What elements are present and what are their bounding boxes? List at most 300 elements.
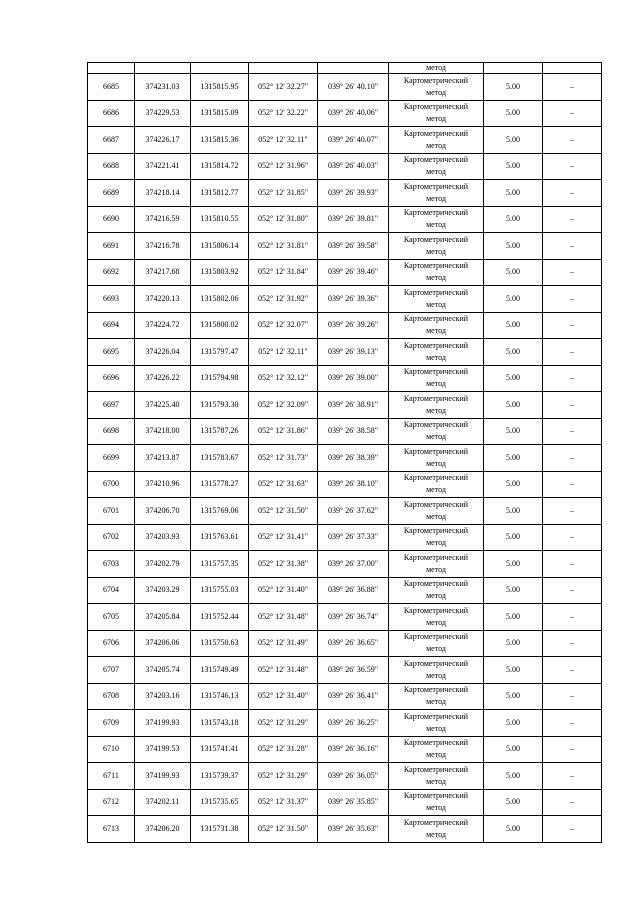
method-line2: метод bbox=[426, 644, 446, 654]
cell-x: 374199.53 bbox=[135, 736, 191, 763]
table-row bbox=[88, 657, 602, 684]
method-line1: Картометрический bbox=[403, 128, 469, 138]
cell-note: – bbox=[543, 74, 602, 101]
cell-method bbox=[389, 445, 484, 472]
method-line2: метод bbox=[426, 167, 446, 177]
cell-note: – bbox=[543, 471, 602, 498]
method-line1: Картометрический bbox=[403, 446, 469, 456]
cell-note: – bbox=[543, 816, 602, 843]
method-line1: Картометрический bbox=[403, 791, 469, 801]
cell-lon: 039° 26' 36.16" bbox=[318, 736, 389, 763]
cell-note: – bbox=[543, 418, 602, 445]
table-row bbox=[88, 551, 602, 578]
cell-x: 374221.41 bbox=[135, 153, 191, 180]
cell-lon: 039° 26' 39.13" bbox=[318, 339, 389, 366]
cell-method bbox=[389, 524, 484, 551]
cell-accuracy: 5.00 bbox=[484, 74, 543, 101]
cell-y: 1315763.61 bbox=[191, 524, 249, 551]
cell-accuracy: 5.00 bbox=[484, 551, 543, 578]
cell-accuracy: 5.00 bbox=[484, 365, 543, 392]
cell-lat: 052° 12' 31.41" bbox=[249, 524, 318, 551]
cell-accuracy: 5.00 bbox=[484, 524, 543, 551]
table-row bbox=[88, 577, 602, 604]
cell-lat: 052° 12' 31.29" bbox=[249, 763, 318, 790]
cell-lat bbox=[249, 63, 318, 74]
cell-x: 374218.14 bbox=[135, 180, 191, 207]
cell-x: 374224.72 bbox=[135, 312, 191, 339]
cell-point: 6710 bbox=[88, 736, 135, 763]
cell-lat: 052° 12' 31.92" bbox=[249, 286, 318, 313]
cell-accuracy: 5.00 bbox=[484, 816, 543, 843]
cell-lat: 052° 12' 31.40" bbox=[249, 577, 318, 604]
table-row bbox=[88, 683, 602, 710]
cell-lat: 052° 12' 31.48" bbox=[249, 657, 318, 684]
cell-lon: 039° 26' 36.88" bbox=[318, 577, 389, 604]
table-row bbox=[88, 312, 602, 339]
cell-accuracy: 5.00 bbox=[484, 763, 543, 790]
cell-method bbox=[389, 577, 484, 604]
cell-method bbox=[389, 180, 484, 207]
cell-point: 6695 bbox=[88, 339, 135, 366]
table-row bbox=[88, 180, 602, 207]
cell-lon: 039° 26' 36.59" bbox=[318, 657, 389, 684]
method-line2: метод bbox=[426, 485, 446, 495]
table-row bbox=[88, 339, 602, 366]
cell-lat: 052° 12' 31.38" bbox=[249, 551, 318, 578]
cell-accuracy: 5.00 bbox=[484, 498, 543, 525]
coordinates-table bbox=[87, 62, 602, 843]
cell-point: 6696 bbox=[88, 365, 135, 392]
cell-accuracy: 5.00 bbox=[484, 153, 543, 180]
cell-y: 1315731.38 bbox=[191, 816, 249, 843]
cell-lon: 039° 26' 38.91" bbox=[318, 392, 389, 419]
cell-lat: 052° 12' 31.86" bbox=[249, 418, 318, 445]
cell-x: 374217.68 bbox=[135, 259, 191, 286]
method-line1: Картометрический bbox=[403, 181, 469, 191]
cell-method bbox=[389, 127, 484, 154]
method-line1: Картометрический bbox=[403, 473, 469, 483]
cell-point: 6698 bbox=[88, 418, 135, 445]
cell-lat: 052° 12' 32.22" bbox=[249, 100, 318, 127]
cell-y: 1315802.06 bbox=[191, 286, 249, 313]
table-row bbox=[88, 206, 602, 233]
table-row bbox=[88, 74, 602, 101]
method-line1: Картометрический bbox=[403, 314, 469, 324]
table-row bbox=[88, 153, 602, 180]
cell-note: – bbox=[543, 524, 602, 551]
cell-lon: 039° 26' 36.65" bbox=[318, 630, 389, 657]
cell-method bbox=[389, 286, 484, 313]
table-row bbox=[88, 392, 602, 419]
cell-lon: 039° 26' 38.58" bbox=[318, 418, 389, 445]
method-line1: Картометрический bbox=[403, 685, 469, 695]
cell-lon: 039° 26' 38.39" bbox=[318, 445, 389, 472]
method-line1: Картометрический bbox=[403, 367, 469, 377]
cell-y: 1315743.18 bbox=[191, 710, 249, 737]
cell-note: – bbox=[543, 445, 602, 472]
method-line1: Картометрический bbox=[403, 287, 469, 297]
cell-point: 6708 bbox=[88, 683, 135, 710]
cell-accuracy: 5.00 bbox=[484, 206, 543, 233]
cell-accuracy: 5.00 bbox=[484, 471, 543, 498]
cell-accuracy bbox=[484, 63, 543, 74]
cell-lon: 039° 26' 36.05" bbox=[318, 763, 389, 790]
cell-note: – bbox=[543, 100, 602, 127]
cell-accuracy: 5.00 bbox=[484, 259, 543, 286]
cell-x: 374199.93 bbox=[135, 763, 191, 790]
cell-y: 1315741.41 bbox=[191, 736, 249, 763]
cell-lat: 052° 12' 31.63" bbox=[249, 471, 318, 498]
cell-x: 374231.03 bbox=[135, 74, 191, 101]
method-line1: Картометрический bbox=[403, 420, 469, 430]
cell-x: 374205.74 bbox=[135, 657, 191, 684]
cell-lon: 039° 26' 36.25" bbox=[318, 710, 389, 737]
cell-y: 1315810.55 bbox=[191, 206, 249, 233]
cell-accuracy: 5.00 bbox=[484, 445, 543, 472]
cell-accuracy: 5.00 bbox=[484, 312, 543, 339]
method-line2: метод bbox=[426, 326, 446, 336]
cell-y: 1315803.92 bbox=[191, 259, 249, 286]
cell-accuracy: 5.00 bbox=[484, 233, 543, 260]
cell-y: 1315793.30 bbox=[191, 392, 249, 419]
cell-accuracy: 5.00 bbox=[484, 127, 543, 154]
table-row bbox=[88, 763, 602, 790]
method-line2: метод bbox=[426, 432, 446, 442]
cell-point: 6701 bbox=[88, 498, 135, 525]
cell-x: 374199.93 bbox=[135, 710, 191, 737]
method-line1: Картометрический bbox=[403, 658, 469, 668]
method-line2: метод bbox=[426, 220, 446, 230]
method-line1: Картометрический bbox=[403, 102, 469, 112]
method-line2: метод bbox=[426, 114, 446, 124]
cell-method bbox=[389, 551, 484, 578]
cell-lon: 039° 26' 38.10" bbox=[318, 471, 389, 498]
cell-note: – bbox=[543, 392, 602, 419]
method-line1: Картометрический bbox=[403, 155, 469, 165]
cell-accuracy: 5.00 bbox=[484, 710, 543, 737]
method-line2: метод bbox=[426, 511, 446, 521]
cell-x: 374206.06 bbox=[135, 630, 191, 657]
cell-point: 6707 bbox=[88, 657, 135, 684]
cell-x: 374202.11 bbox=[135, 789, 191, 816]
cell-note: – bbox=[543, 206, 602, 233]
cell-method bbox=[389, 471, 484, 498]
cell-note: – bbox=[543, 604, 602, 631]
cell-lon: 039° 26' 39.81" bbox=[318, 206, 389, 233]
cell-x bbox=[135, 63, 191, 74]
cell-lat: 052° 12' 31.29" bbox=[249, 710, 318, 737]
cell-method bbox=[389, 74, 484, 101]
cell-x: 374220.13 bbox=[135, 286, 191, 313]
cell-method bbox=[389, 100, 484, 127]
cell-method bbox=[389, 153, 484, 180]
cell-lon: 039° 26' 39.36" bbox=[318, 286, 389, 313]
table-row bbox=[88, 498, 602, 525]
table-row bbox=[88, 789, 602, 816]
method-line1: Картометрический bbox=[403, 711, 469, 721]
cell-lat: 052° 12' 31.85" bbox=[249, 180, 318, 207]
cell-x: 374203.29 bbox=[135, 577, 191, 604]
cell-lon: 039° 26' 40.06" bbox=[318, 100, 389, 127]
cell-note: – bbox=[543, 710, 602, 737]
method-line1: Картометрический bbox=[403, 499, 469, 509]
method-line1: Картометрический bbox=[403, 261, 469, 271]
cell-y: 1315755.03 bbox=[191, 577, 249, 604]
cell-point: 6705 bbox=[88, 604, 135, 631]
cell-note: – bbox=[543, 286, 602, 313]
table-row bbox=[88, 524, 602, 551]
method-line1: Картометрический bbox=[403, 552, 469, 562]
cell-accuracy: 5.00 bbox=[484, 418, 543, 445]
cell-point: 6691 bbox=[88, 233, 135, 260]
cell-y: 1315739.37 bbox=[191, 763, 249, 790]
table-row bbox=[88, 630, 602, 657]
cell-y: 1315749.49 bbox=[191, 657, 249, 684]
cell-y: 1315778.27 bbox=[191, 471, 249, 498]
method-line1: Картометрический bbox=[403, 393, 469, 403]
method-line1: Картометрический bbox=[403, 632, 469, 642]
cell-point: 6697 bbox=[88, 392, 135, 419]
table-row bbox=[88, 127, 602, 154]
cell-note: – bbox=[543, 365, 602, 392]
method-line1: Картометрический bbox=[403, 340, 469, 350]
cell-y: 1315814.72 bbox=[191, 153, 249, 180]
table-row bbox=[88, 365, 602, 392]
method-line2: метод bbox=[426, 193, 446, 203]
cell-y: 1315750.63 bbox=[191, 630, 249, 657]
cell-method bbox=[389, 392, 484, 419]
method-line2: метод bbox=[426, 723, 446, 733]
cell-lon: 039° 26' 39.58" bbox=[318, 233, 389, 260]
cell-point: 6711 bbox=[88, 763, 135, 790]
table-row bbox=[88, 418, 602, 445]
cell-lon: 039° 26' 37.62" bbox=[318, 498, 389, 525]
cell-x: 374203.93 bbox=[135, 524, 191, 551]
cell-x: 374229.53 bbox=[135, 100, 191, 127]
cell-method bbox=[389, 365, 484, 392]
cell-point: 6689 bbox=[88, 180, 135, 207]
cell-note: – bbox=[543, 657, 602, 684]
cell-x: 374206.70 bbox=[135, 498, 191, 525]
cell-point: 6706 bbox=[88, 630, 135, 657]
cell-lat: 052° 12' 31.37" bbox=[249, 789, 318, 816]
method-line2: метод bbox=[426, 458, 446, 468]
cell-method bbox=[389, 630, 484, 657]
cell-lon: 039° 26' 39.93" bbox=[318, 180, 389, 207]
method-line2: метод bbox=[426, 776, 446, 786]
table-row bbox=[88, 100, 602, 127]
cell-point: 6699 bbox=[88, 445, 135, 472]
cell-note: – bbox=[543, 259, 602, 286]
method-line1: Картометрический bbox=[403, 234, 469, 244]
method-line1: Картометрический bbox=[403, 817, 469, 827]
cell-y: 1315769.06 bbox=[191, 498, 249, 525]
cell-accuracy: 5.00 bbox=[484, 789, 543, 816]
cell-point: 6713 bbox=[88, 816, 135, 843]
cell-method bbox=[389, 233, 484, 260]
method-line2: метод bbox=[426, 750, 446, 760]
continued-row bbox=[88, 63, 602, 74]
cell-y: 1315815.09 bbox=[191, 100, 249, 127]
cell-y: 1315752.44 bbox=[191, 604, 249, 631]
cell-point: 6688 bbox=[88, 153, 135, 180]
cell-note: – bbox=[543, 736, 602, 763]
cell-method bbox=[389, 339, 484, 366]
cell-point: 6690 bbox=[88, 206, 135, 233]
cell-y: 1315800.02 bbox=[191, 312, 249, 339]
cell-note: – bbox=[543, 577, 602, 604]
cell-lon: 039° 26' 35.63" bbox=[318, 816, 389, 843]
cell-accuracy: 5.00 bbox=[484, 286, 543, 313]
cell-x: 374218.00 bbox=[135, 418, 191, 445]
cell-lon: 039° 26' 37.00" bbox=[318, 551, 389, 578]
cell-note: – bbox=[543, 683, 602, 710]
cell-note: – bbox=[543, 339, 602, 366]
cell-accuracy: 5.00 bbox=[484, 392, 543, 419]
cell-accuracy: 5.00 bbox=[484, 100, 543, 127]
cell-accuracy: 5.00 bbox=[484, 180, 543, 207]
cell-point: 6694 bbox=[88, 312, 135, 339]
cell-lat: 052° 12' 31.84" bbox=[249, 259, 318, 286]
cell-accuracy: 5.00 bbox=[484, 339, 543, 366]
cell-y: 1315812.77 bbox=[191, 180, 249, 207]
method-line2: метод bbox=[426, 591, 446, 601]
cell-point: 6692 bbox=[88, 259, 135, 286]
cell-method bbox=[389, 498, 484, 525]
cell-method bbox=[389, 604, 484, 631]
cell-method bbox=[389, 736, 484, 763]
cell-note: – bbox=[543, 551, 602, 578]
cell-lat: 052° 12' 32.27" bbox=[249, 74, 318, 101]
cell-y: 1315794.98 bbox=[191, 365, 249, 392]
table-row bbox=[88, 445, 602, 472]
cell-lat: 052° 12' 31.73" bbox=[249, 445, 318, 472]
cell-x: 374216.78 bbox=[135, 233, 191, 260]
cell-x: 374213.87 bbox=[135, 445, 191, 472]
cell-lon: 039° 26' 40.03" bbox=[318, 153, 389, 180]
table-row bbox=[88, 710, 602, 737]
cell-point bbox=[88, 63, 135, 74]
cell-y: 1315757.35 bbox=[191, 551, 249, 578]
cell-lat: 052° 12' 32.07" bbox=[249, 312, 318, 339]
cell-lat: 052° 12' 31.50" bbox=[249, 498, 318, 525]
cell-point: 6693 bbox=[88, 286, 135, 313]
cell-method bbox=[389, 816, 484, 843]
cell-note: – bbox=[543, 789, 602, 816]
cell-method bbox=[389, 763, 484, 790]
cell-x: 374210.96 bbox=[135, 471, 191, 498]
cell-lat: 052° 12' 32.11" bbox=[249, 339, 318, 366]
cell-lon: 039° 26' 36.74" bbox=[318, 604, 389, 631]
cell-lat: 052° 12' 32.09" bbox=[249, 392, 318, 419]
cell-lon: 039° 26' 35.85" bbox=[318, 789, 389, 816]
cell-y: 1315797.47 bbox=[191, 339, 249, 366]
cell-point: 6700 bbox=[88, 471, 135, 498]
cell-lat: 052° 12' 31.80" bbox=[249, 206, 318, 233]
method-line2: метод bbox=[426, 803, 446, 813]
table-row bbox=[88, 816, 602, 843]
cell-accuracy: 5.00 bbox=[484, 657, 543, 684]
cell-x: 374226.22 bbox=[135, 365, 191, 392]
method-line2: метод bbox=[426, 352, 446, 362]
method-line1: Картометрический bbox=[403, 738, 469, 748]
cell-lat: 052° 12' 32.12" bbox=[249, 365, 318, 392]
cell-lon: 039° 26' 39.26" bbox=[318, 312, 389, 339]
cell-point: 6712 bbox=[88, 789, 135, 816]
cell-note bbox=[543, 63, 602, 74]
cell-accuracy: 5.00 bbox=[484, 736, 543, 763]
cell-lat: 052° 12' 31.48" bbox=[249, 604, 318, 631]
method-line2: метод bbox=[426, 299, 446, 309]
cell-point: 6685 bbox=[88, 74, 135, 101]
cell-y: 1315815.36 bbox=[191, 127, 249, 154]
cell-y: 1315806.14 bbox=[191, 233, 249, 260]
cell-x: 374205.84 bbox=[135, 604, 191, 631]
cell-x: 374202.79 bbox=[135, 551, 191, 578]
cell-method bbox=[389, 710, 484, 737]
cell-lat: 052° 12' 31.50" bbox=[249, 816, 318, 843]
cell-note: – bbox=[543, 312, 602, 339]
method-line1: Картометрический bbox=[403, 75, 469, 85]
method-line2: метод bbox=[426, 87, 446, 97]
cell-point: 6702 bbox=[88, 524, 135, 551]
cell-accuracy: 5.00 bbox=[484, 630, 543, 657]
table-row bbox=[88, 233, 602, 260]
method-line2: метод bbox=[426, 273, 446, 283]
cell-lon bbox=[318, 63, 389, 74]
cell-note: – bbox=[543, 180, 602, 207]
cell-lat: 052° 12' 31.40" bbox=[249, 683, 318, 710]
cell-x: 374216.59 bbox=[135, 206, 191, 233]
cell-point: 6709 bbox=[88, 710, 135, 737]
cell-point: 6687 bbox=[88, 127, 135, 154]
cell-lon: 039° 26' 40.10" bbox=[318, 74, 389, 101]
cell-note: – bbox=[543, 233, 602, 260]
cell-x: 374226.04 bbox=[135, 339, 191, 366]
method-line1: Картометрический bbox=[403, 208, 469, 218]
cell-lon: 039° 26' 40.07" bbox=[318, 127, 389, 154]
method-line2: метод bbox=[426, 379, 446, 389]
cell-method bbox=[389, 259, 484, 286]
method-line2: метод bbox=[426, 617, 446, 627]
cell-y: 1315783.67 bbox=[191, 445, 249, 472]
cell-note: – bbox=[543, 153, 602, 180]
method-line1: Картометрический bbox=[403, 764, 469, 774]
cell-method bbox=[389, 683, 484, 710]
method-line2: метод bbox=[426, 246, 446, 256]
table-row bbox=[88, 286, 602, 313]
cell-y bbox=[191, 63, 249, 74]
cell-x: 374206.20 bbox=[135, 816, 191, 843]
cell-y: 1315787.26 bbox=[191, 418, 249, 445]
cell-method bbox=[389, 312, 484, 339]
cell-note: – bbox=[543, 127, 602, 154]
method-line2: метод bbox=[426, 564, 446, 574]
method-line2: метод bbox=[426, 829, 446, 839]
table-row bbox=[88, 471, 602, 498]
table-row bbox=[88, 604, 602, 631]
cell-method bbox=[389, 657, 484, 684]
cell-method bbox=[389, 206, 484, 233]
method-line1: Картометрический bbox=[403, 605, 469, 615]
cell-accuracy: 5.00 bbox=[484, 604, 543, 631]
cell-y: 1315815.95 bbox=[191, 74, 249, 101]
method-line2: метод bbox=[426, 140, 446, 150]
cell-method: метод bbox=[389, 63, 484, 74]
method-line1: Картометрический bbox=[403, 579, 469, 589]
cell-x: 374226.17 bbox=[135, 127, 191, 154]
method-line2: метод bbox=[426, 670, 446, 680]
